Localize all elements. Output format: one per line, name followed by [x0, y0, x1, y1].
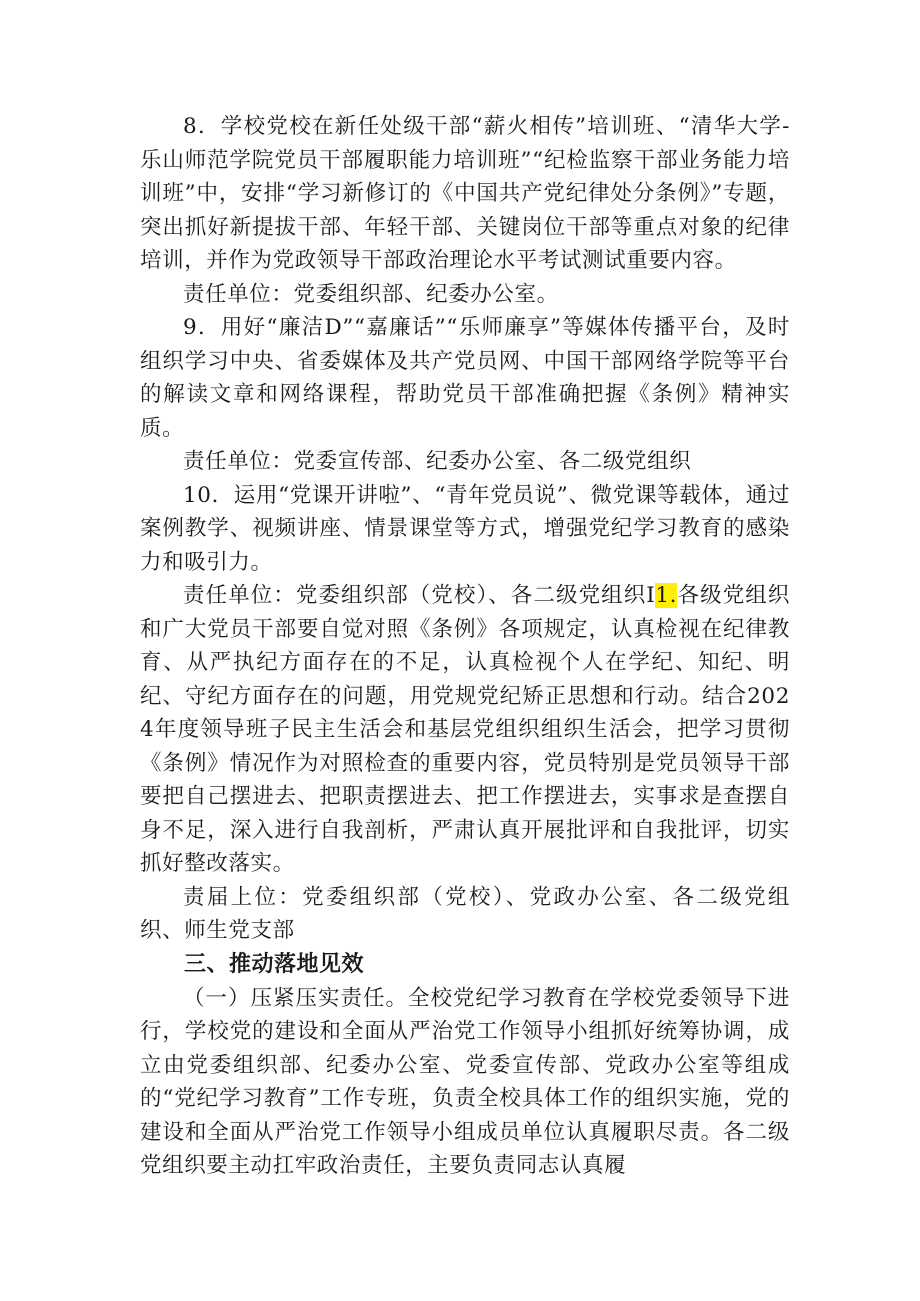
section-heading-3: 三、推动落地见效	[184, 951, 365, 977]
paragraph-item-8: 8．学校党校在新任处级干部“薪火相传”培训班、“清华大学-乐山师范学院党员干部履职能力培训班”“纪检监察干部业务能力培训班”中，安排“学习新修订的《中国共产党纪律处分条例》”专题，突出抓好新提拔干部、年轻干部、关键岗位干部等重点对象的纪律培训，并作为党政领导干部政治理论水平考试测试重要内容。	[140, 114, 790, 273]
document-body	[140, 110, 790, 1183]
paragraph-3-1: （一）压紧压实责任。全校党纪学习教育在学校党委领导下进行，学校党的建设和全面从严治党工作领导小组抓好统筹协调，成立由党委组织部、纪委办公室、党委宣传部、党政办公室等组成的“党纪学习教育”工作专班，负责全校具体工作的组织实施，党的建设和全面从严治党工作领导小组成员单位认真履职尽责。各二级党组织要主动扛牢政治责任，主要负责同志认真履	[140, 985, 790, 1178]
responsible-unit-10: 责任单位：党委组织部（党校）、各二级党组织I	[183, 583, 656, 608]
paragraph-item-11: 各级党组织和广大党员干部要自觉对照《条例》各项规定，认真检视在纪律教育、从严执纪方面存在的不足，认真检视个人在学纪、知纪、明纪、守纪方面存在的问题，用党规党纪矫正思想和行动。结合2024年度领导班子民主生活会和基层党组织组织生活会，把学习贯彻《条例》情况作为对照检查的重要内容，党员特别是党员领导干部要把自己摆进去、把职责摆进去、把工作摆进去，实事求是查摆自身不足，深入进行自我剖析，严肃认真开展批评和自我批评，切实抓好整改落实。	[140, 583, 790, 876]
responsible-unit-8: 责任单位：党委组织部、纪委办公室。	[183, 281, 559, 307]
paragraph-item-9: 9．用好“廉洁D”“嘉廉话”“乐师廉享”等媒体传播平台，及时组织学习中央、省委媒体及共产党员网、中国干部网络学院等平台的解读文章和网络课程，帮助党员干部准确把握《条例》精神实质。	[140, 315, 790, 441]
responsible-unit-10-and-item-11	[140, 579, 790, 881]
responsible-unit-11: 责届上位：党委组织部（党校）、党政办公室、各二级党组织、师生党支部	[140, 884, 790, 943]
paragraph-item-10: 10．运用“党课开讲啦”、“青年党员说”、微党课等载体，通过案例教学、视频讲座、情景课堂等方式，增强党纪学习教育的感染力和吸引力。	[140, 482, 790, 575]
responsible-unit-9: 责任单位：党委宣传部、纪委办公室、各二级党组织	[183, 449, 692, 474]
highlighted-item-number: 1.	[655, 583, 678, 608]
